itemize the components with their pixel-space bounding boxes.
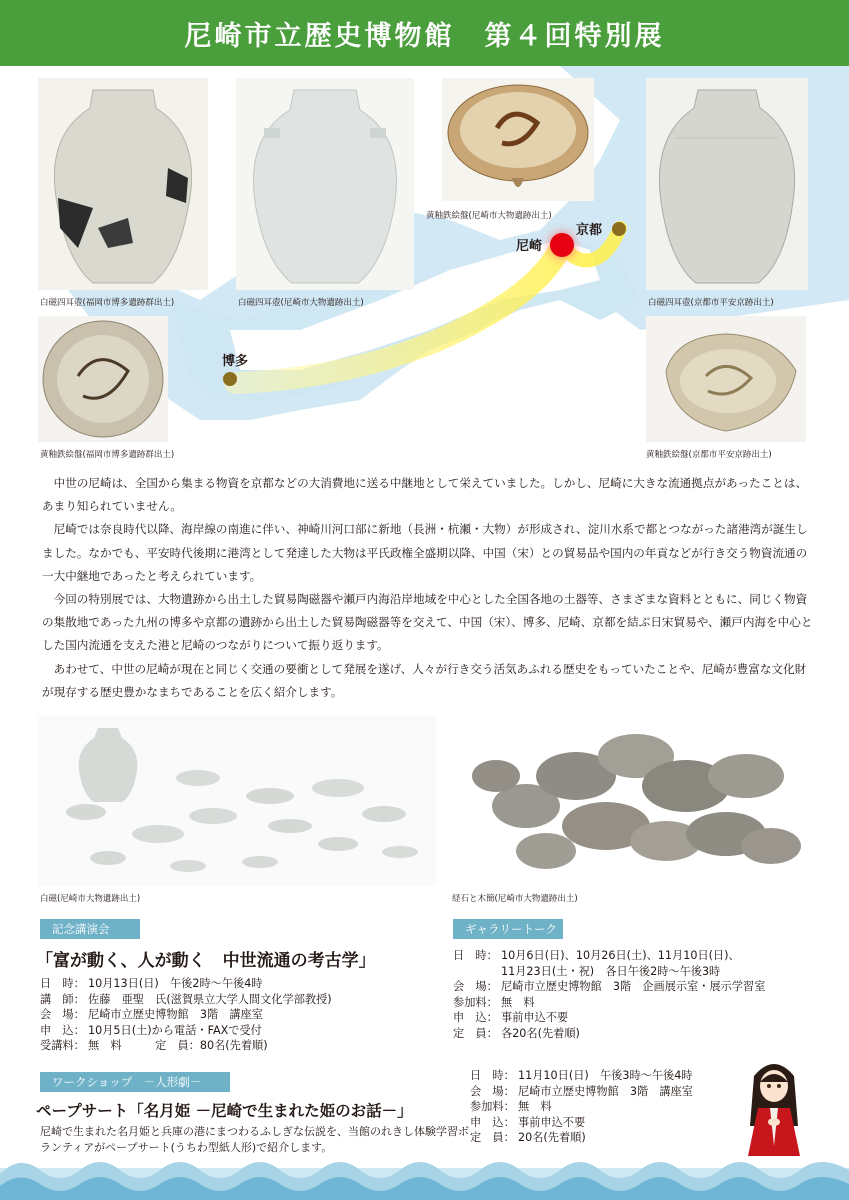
workshop-info — [470, 1068, 693, 1146]
caption: 白磁四耳壺(尼崎市大物遺跡出土) — [238, 298, 364, 308]
header-banner — [0, 0, 849, 66]
caption: 経石と木簡(尼崎市大物遺跡出土) — [452, 894, 578, 904]
city-label-kyoto: 京都 — [576, 223, 603, 238]
info-row: 講 師： 佐藤 亜聖 氏(滋賀県立大学人間文化学部教授) — [40, 992, 332, 1006]
intro-paragraph: 尼崎では奈良時代以降、海岸線の南進に伴い、神崎川河口部に新地（長洲・杭瀬・大物）が形成され、淀川水系で都とつながった諸港湾が誕生しました。なかでも、平安時代後期に港湾として発達した大物は平氏政権全盛期以降、中国（宋）との貿易品や国内の年貢などが行き交う物資流通の一大中継地であったと考えられています。 — [42, 522, 808, 583]
info-row: 申 込： 事前申込不要 — [470, 1115, 586, 1129]
photo-sutra-stones — [466, 716, 808, 886]
info-row: 会 場： 尼崎市立歴史博物館 3階 講座室 — [40, 1008, 263, 1022]
info-row: 日 時： 11月10日(日) 午後3時～午後4時 — [470, 1069, 693, 1082]
caption: 黄釉鉄絵盤(尼崎市大物遺跡出土) — [426, 211, 552, 221]
workshop-label: ワークショップ －人形劇－ — [40, 1072, 230, 1092]
info-row: 申 込： 10月5日(土)から電話・FAXで受付 — [40, 1023, 262, 1037]
photo-white-porcelain-jar-daimotsu — [236, 78, 414, 290]
info-row: 日 時： 10月13日(日) 午後2時～午後4時 — [40, 977, 263, 990]
hakata-dot — [223, 372, 237, 386]
info-row: 申 込： 事前申込不要 — [453, 1011, 569, 1025]
info-row: 定 員： 各20名(先着順) — [453, 1026, 580, 1040]
page-title: 尼崎市立歴史博物館 第４回特別展 — [184, 20, 665, 52]
caption: 白磁(尼崎市大物遺跡出土) — [40, 894, 141, 904]
info-row: 定 員： 20名(先着順) — [470, 1131, 586, 1145]
info-row: 受講料： 無 料 定 員：80名(先着順) — [40, 1039, 268, 1053]
gallery-label: ギャラリートーク — [453, 919, 563, 939]
amagasaki-dot — [550, 233, 574, 257]
photo-yellow-glaze-plate-hakata — [38, 316, 168, 442]
info-row: 参加料： 無 料 — [470, 1100, 552, 1114]
workshop-description: 尼崎で生まれた名月姫と兵庫の港にまつわるふしぎな伝説を、当館のれきし体験学習ボランティアがペープサート(うちわ型紙人形)で紹介します。 — [40, 1125, 469, 1154]
caption: 白磁四耳壺(京都市平安京跡出土) — [648, 298, 774, 308]
photo-yellow-glaze-bowl-daimotsu — [442, 78, 594, 201]
intro-paragraph: 中世の尼崎は、全国から集まる物資を京都などの大消費地に送る中継地として栄えていました。しかし、尼崎に大きな流通拠点があったことは、あまり知られていません。 — [42, 476, 808, 514]
caption: 黄釉鉄絵盤(京都市平安京跡出土) — [646, 450, 772, 460]
lecture-label: 記念講演会 — [40, 919, 140, 939]
lecture-title: 「富が動く、人が動く 中世流通の考古学」 — [36, 951, 376, 971]
info-row: 日 時： 10月6日(日)、10月26日(土)、11月10日(日)、 — [453, 949, 740, 962]
photo-white-porcelain-jar-hakata — [38, 78, 208, 290]
photo-white-porcelain-jar-kyoto — [646, 78, 808, 290]
photo-yellow-glaze-plate-kyoto — [646, 316, 806, 442]
info-row: 参加料： 無 料 — [453, 995, 535, 1009]
caption: 白磁四耳壺(福岡市博多遺跡群出土) — [40, 298, 175, 308]
kyoto-dot — [612, 222, 626, 236]
info-row: 会 場： 尼崎市立歴史博物館 3階 講座室 — [470, 1084, 693, 1098]
wave-decoration — [0, 1140, 849, 1200]
intro-text — [42, 472, 814, 704]
city-label-amagasaki: 尼崎 — [516, 239, 543, 254]
info-row: 11月23日(土・祝) 各日午後2時～午後3時 — [501, 964, 721, 978]
intro-paragraph: あわせて、中世の尼崎が現在と同じく交通の要衝として発展を遂げ、人々が行き交う活気あふれる歴史をもっていたことや、尼崎が豊富な文化財が現存する歴史豊かなまちであることを広く紹介します。 — [42, 661, 807, 699]
lecture-info — [40, 976, 332, 1054]
city-label-hakata: 博多 — [222, 354, 249, 369]
caption: 黄釉鉄絵盤(福岡市博多遺跡群出土) — [40, 450, 175, 460]
gallery-info — [453, 948, 765, 1042]
workshop-title: ペープサート「名月姫 －尼崎で生まれた姫のお話－」 — [36, 1102, 413, 1120]
info-row: 会 場： 尼崎市立歴史博物館 3階 企画展示室・展示学習室 — [453, 980, 766, 994]
intro-paragraph: 今回の特別展では、大物遺跡から出土した貿易陶磁器や瀬戸内海沿岸地域を中心とした全国各地の土器等、さまざまな資料とともに、同じく物資の集散地であった九州の博多や京都の遺跡から出土した貿易陶磁器等を交えて、中国（宋）、博多、尼崎、京都を結ぶ日宋貿易や、瀬戸内海を中心とした国内流通を支えた港と尼崎のつながりについて振り返ります。 — [42, 592, 813, 653]
photo-white-porcelain-collection — [38, 716, 436, 886]
